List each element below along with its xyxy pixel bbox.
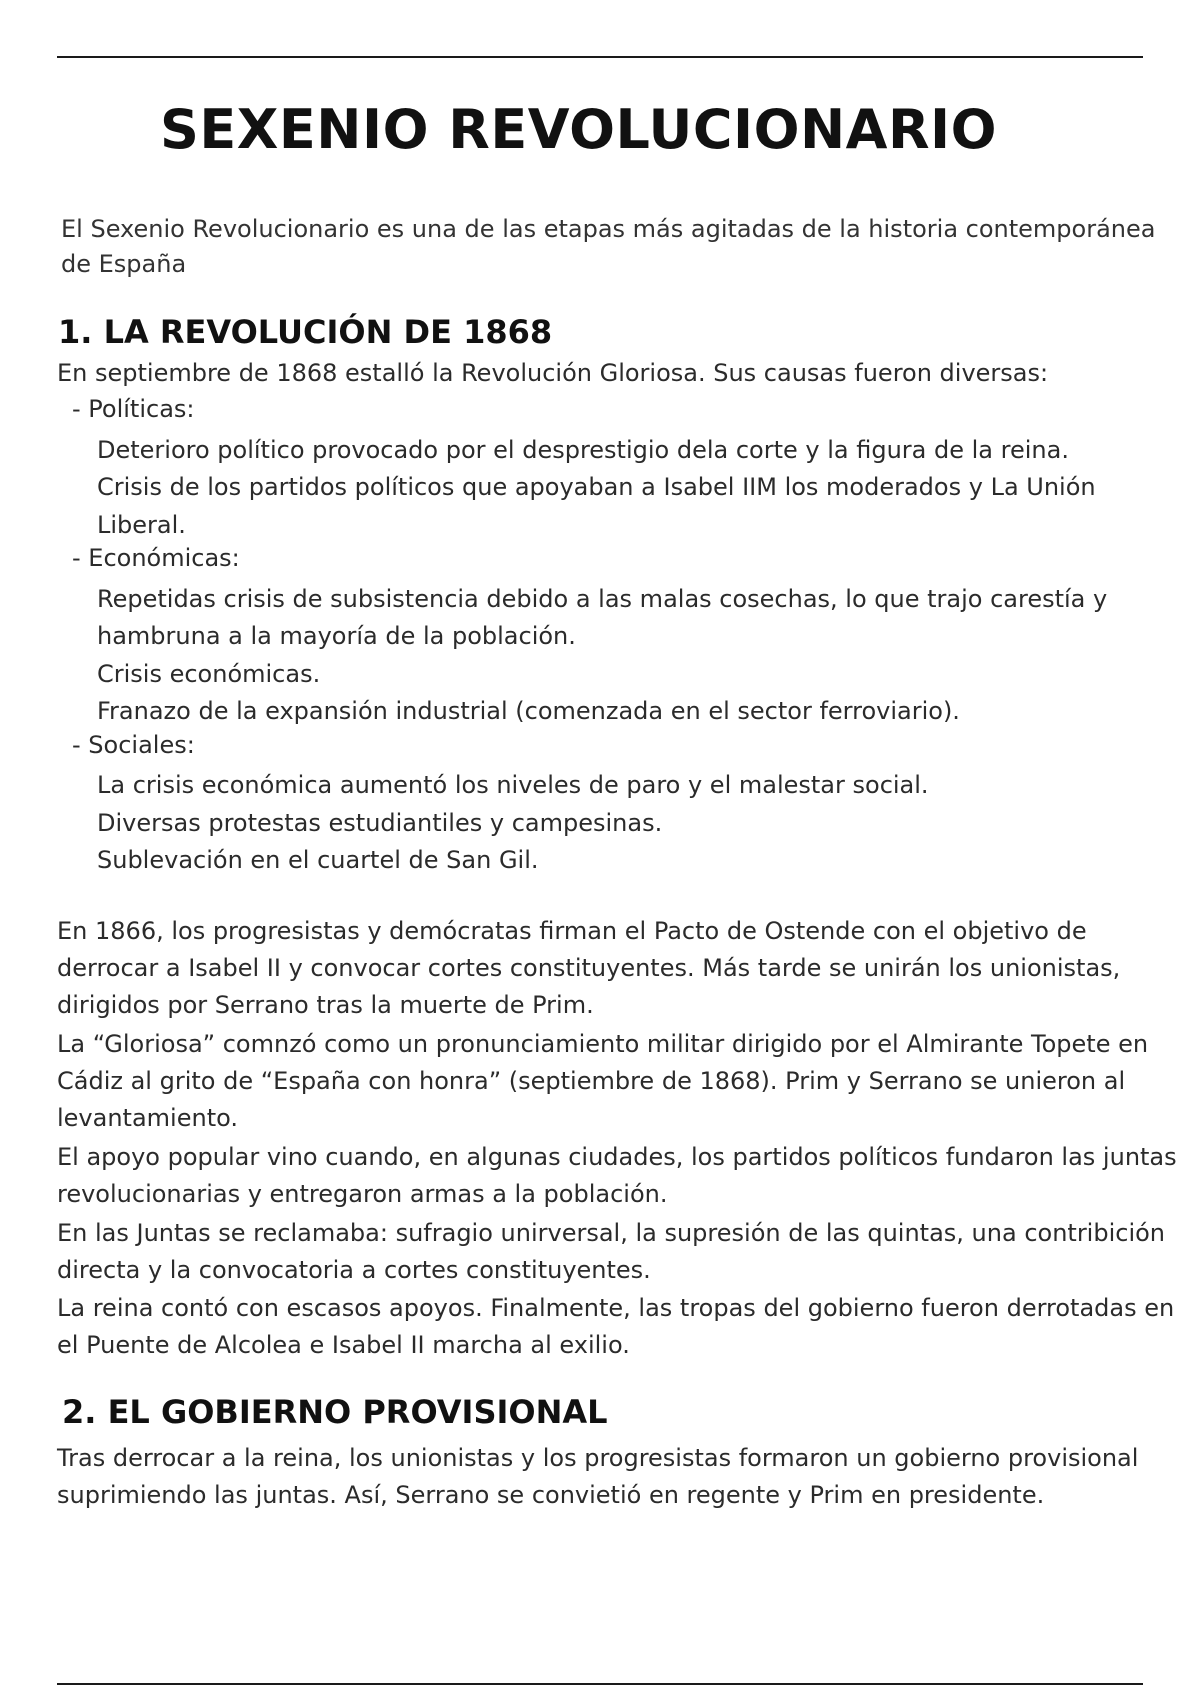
section1-paragraph: En las Juntas se reclamaba: sufragio unirversal, la supresión de las quintas, una contribición directa y la convocatoria a cortes constituyentes.	[57, 1219, 1166, 1284]
bottom-rule	[57, 1683, 1143, 1685]
causes-economicas-label: - Económicas:	[72, 544, 240, 572]
cause-item: Crisis de los partidos políticos que apoyaban a Isabel IIM los moderados y La Unión	[97, 473, 1096, 501]
page-title: SEXENIO REVOLUCIONARIO	[160, 98, 998, 161]
section1-paragraph: El apoyo popular vino cuando, en algunas ciudades, los partidos políticos fundaron las juntas revolucionarias y entregaron armas a la población.	[57, 1143, 1177, 1208]
section2-paragraph: Tras derrocar a la reina, los unionistas y los progresistas formaron un gobierno provisional suprimiendo las juntas. Así, Serrano se convietió en regente y Prim en presidente.	[57, 1444, 1139, 1509]
cause-item: Sublevación en el cuartel de San Gil.	[97, 846, 539, 874]
cause-item: hambruna a la mayoría de la población.	[97, 622, 576, 650]
cause-item: Liberal.	[97, 511, 186, 539]
causes-sociales-label: - Sociales:	[72, 731, 195, 759]
cause-item: Franazo de la expansión industrial (comenzada en el sector ferroviario).	[97, 697, 960, 725]
section1-paragraph: La reina contó con escasos apoyos. Finalmente, las tropas del gobierno fueron derrotadas en el Puente de Alcolea e Isabel II marcha al exilio.	[57, 1294, 1175, 1359]
cause-item: Repetidas crisis de subsistencia debido a las malas cosechas, lo que trajo carestía y	[97, 585, 1108, 613]
cause-item: Diversas protestas estudiantiles y campesinas.	[97, 809, 663, 837]
top-rule	[57, 56, 1143, 58]
cause-item: Crisis económicas.	[97, 660, 321, 688]
section1-heading: 1. LA REVOLUCIÓN DE 1868	[58, 313, 553, 351]
section1-paragraph: La “Gloriosa” comnzó como un pronunciamiento militar dirigido por el Almirante Topete en Cádiz al grito de “España con honra” (septiembre de 1868). Prim y Serrano se unieron al levantamiento.	[57, 1030, 1149, 1132]
section1-lead: En septiembre de 1868 estalló la Revolución Gloriosa. Sus causas fueron diversas:	[57, 359, 1049, 387]
cause-item: Deterioro político provocado por el desprestigio dela corte y la figura de la reina.	[97, 436, 1069, 464]
section2-heading: 2. EL GOBIERNO PROVISIONAL	[62, 1393, 608, 1431]
section1-paragraph: En 1866, los progresistas y demócratas firman el Pacto de Ostende con el objetivo de derrocar a Isabel II y convocar cortes constituyentes. Más tarde se unirán los unionistas, dirigidos por Serrano tras la muerte de Prim.	[57, 917, 1121, 1019]
cause-item: La crisis económica aumentó los niveles de paro y el malestar social.	[97, 771, 929, 799]
intro-paragraph: El Sexenio Revolucionario es una de las etapas más agitadas de la historia contemporánea de España	[61, 215, 1156, 278]
causes-politicas-label: - Políticas:	[72, 395, 195, 423]
